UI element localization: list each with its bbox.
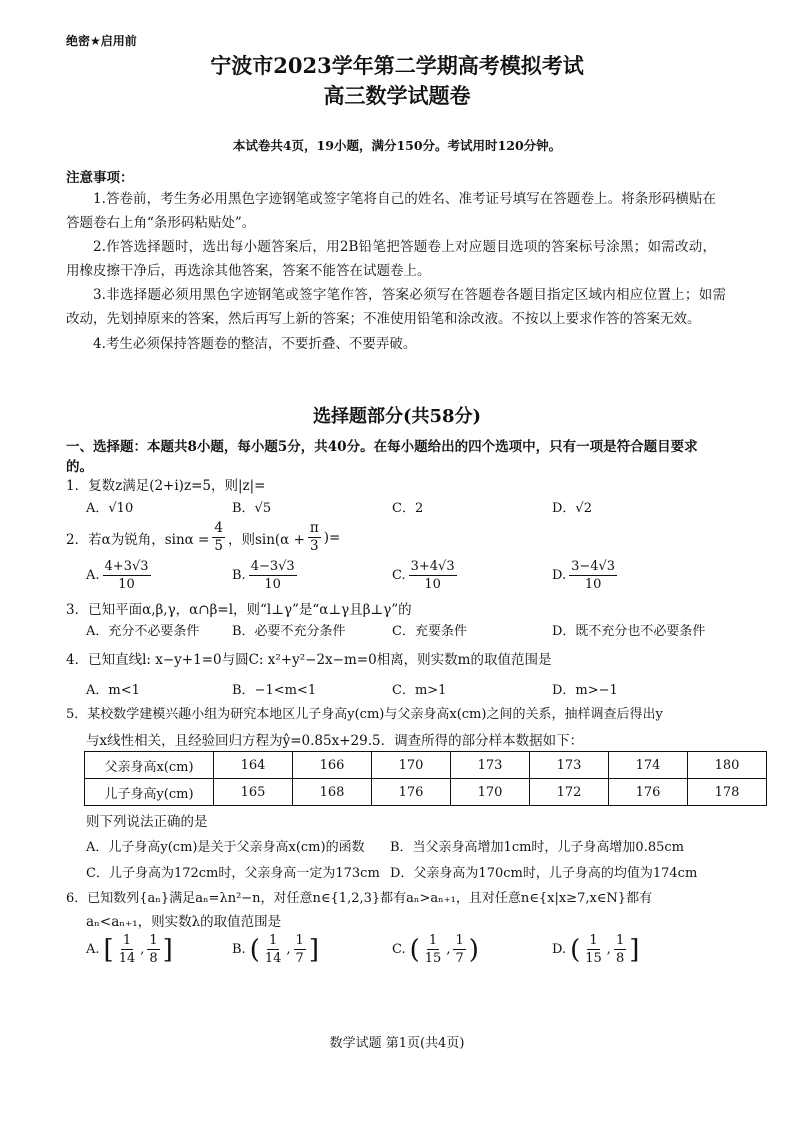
fraction-numerator: 4−3√3 bbox=[250, 559, 295, 574]
fraction-numerator: 3−4√3 bbox=[571, 559, 616, 574]
fraction-denominator: 10 bbox=[424, 577, 441, 592]
interval-open-bracket: [ bbox=[103, 934, 114, 965]
fraction-numerator: 3+4√3 bbox=[410, 559, 455, 574]
q6-option-d: D. ( $\frac{1}{15}$ , $\frac{1}{8}$ ] bbox=[552, 933, 640, 966]
confidential-mark: 绝密★启用前 bbox=[66, 34, 137, 48]
fraction-denominator: 3 bbox=[310, 538, 319, 554]
interval-open-bracket: ( bbox=[409, 934, 420, 965]
question-6-stem-line2: aₙ<aₙ₊₁，则实数λ的取值范围是 bbox=[86, 914, 282, 930]
q2-stem-post: ，则sin(α + bbox=[227, 531, 305, 548]
q1-option-d: D．√2 bbox=[552, 501, 592, 516]
table-row bbox=[85, 752, 767, 779]
fraction-numerator: 1 bbox=[428, 933, 438, 948]
table-cell: 168 bbox=[293, 779, 372, 806]
q5-option-a: A．儿子身高y(cm)是关于父亲身高x(cm)的函数 bbox=[86, 840, 365, 855]
q3-option-a: A．充分不必要条件 bbox=[86, 624, 200, 639]
fraction-numerator: 1 bbox=[455, 933, 464, 948]
option-label: B. bbox=[232, 942, 246, 957]
fraction-denominator: 8 bbox=[149, 951, 158, 966]
q1-option-b: B．√5 bbox=[232, 501, 272, 516]
interval-close-bracket: ] bbox=[162, 934, 173, 965]
table-cell: 180 bbox=[688, 752, 767, 779]
table-cell: 164 bbox=[214, 752, 293, 779]
q2-stem-end: )= bbox=[323, 529, 341, 546]
option-label: C. bbox=[392, 568, 406, 583]
interval-close-bracket: ) bbox=[468, 934, 479, 965]
q2-option-d bbox=[552, 558, 620, 593]
question-3-stem: 3．已知平面α,β,γ，α∩β=l，则“l⊥γ”是“α⊥γ且β⊥γ”的 bbox=[66, 602, 412, 618]
q6-option-c: C. ( $\frac{1}{15}$ , $\frac{1}{7}$ ) bbox=[392, 933, 479, 966]
notice-item: 2.作答选择题时，选出每小题答案后，用2B铅笔把答题卷上对应题目选项的答案标号涂黑；如需改动，用橡皮擦干净后，再选涂其他答案，答案不能答在试题卷上。 bbox=[66, 239, 716, 279]
q5-option-b: B．当父亲身高增加1cm时，儿子身高增加0.85cm bbox=[390, 840, 684, 855]
option-fraction bbox=[569, 558, 617, 593]
interval-lower bbox=[263, 932, 284, 967]
table-row bbox=[85, 779, 767, 806]
option-label: B. bbox=[232, 568, 246, 583]
q4-option-c: C．m>1 bbox=[392, 683, 447, 698]
table-cell: 170 bbox=[372, 752, 451, 779]
table-cell: 170 bbox=[451, 779, 530, 806]
fraction-numerator: 1 bbox=[295, 933, 304, 948]
option-fraction bbox=[249, 558, 297, 593]
option-fraction bbox=[409, 558, 457, 593]
option-label: D. bbox=[552, 942, 567, 957]
notice-item: 4.考生必须保持答题卷的整洁，不要折叠、不要弄破。 bbox=[93, 336, 417, 352]
interval-lower bbox=[583, 932, 604, 967]
interval-open-bracket: ( bbox=[249, 934, 260, 965]
table-cell: 166 bbox=[293, 752, 372, 779]
fraction-denominator: 7 bbox=[295, 951, 304, 966]
interval-open-bracket: ( bbox=[570, 934, 581, 965]
notice-item: 3.非选择题必须用黑色字迹钢笔或签字笔作答，答案必须写在答题卷各题目指定区域内相应位置上；如需改动，先划掉原来的答案，然后再写上新的答案；不准使用铅笔和涂改液。不按以上要求作答的答案无效。 bbox=[66, 287, 726, 327]
question-5-ask: 则下列说法正确的是 bbox=[86, 814, 208, 830]
fraction-numerator: π bbox=[309, 520, 319, 536]
fraction-denominator: 10 bbox=[118, 577, 135, 592]
fraction-denominator: 14 bbox=[118, 951, 136, 966]
interval-upper bbox=[614, 932, 626, 967]
question-1-stem: 1．复数z满足(2+i)z=5，则|z|= bbox=[66, 478, 266, 494]
table-cell: 176 bbox=[372, 779, 451, 806]
q2-option-a bbox=[86, 558, 154, 593]
table-cell: 165 bbox=[214, 779, 293, 806]
fraction-denominator: 5 bbox=[214, 538, 223, 554]
table-cell: 173 bbox=[530, 752, 609, 779]
option-label: C. bbox=[392, 942, 406, 957]
table-cell: 176 bbox=[609, 779, 688, 806]
question-5-stem-line2: 与x线性相关，且经验回归方程为ŷ=0.85x+29.5．调查所得的部分样本数据如下： bbox=[86, 733, 584, 749]
q2-option-b bbox=[232, 558, 300, 593]
interval-lower bbox=[117, 932, 138, 967]
question-2-stem bbox=[66, 520, 340, 555]
exam-title: 宁波市2023学年第二学期高考模拟考试 bbox=[210, 53, 584, 78]
sample-data-table bbox=[84, 751, 767, 806]
option-fraction bbox=[103, 558, 151, 593]
table-row-header: 儿子身高y(cm) bbox=[85, 779, 214, 806]
interval-lower bbox=[423, 932, 444, 967]
q2-fraction bbox=[212, 520, 225, 555]
interval-upper bbox=[294, 932, 306, 967]
fraction-denominator: 7 bbox=[455, 951, 464, 966]
question-4-stem: 4．已知直线l: x−y+1=0与圆C: x²+y²−2x−m=0相离，则实数m的取值范围是 bbox=[66, 652, 552, 668]
fraction-numerator: 1 bbox=[149, 933, 158, 948]
notice-item: 1.答卷前，考生务必用黑色字迹钢笔或签字笔将自己的姓名、准考证号填写在答题卷上。将条形码横贴在答题卷右上角“条形码粘贴处”。 bbox=[66, 191, 716, 231]
table-row-header: 父亲身高x(cm) bbox=[85, 752, 214, 779]
option-label: A. bbox=[86, 568, 100, 583]
option-label: A. bbox=[86, 942, 100, 957]
section-intro: 一、选择题：本题共8小题，每小题5分，共40分。在每小题给出的四个选项中，只有一项是符合题目要求的。 bbox=[66, 439, 698, 475]
fraction-denominator: 14 bbox=[264, 951, 282, 966]
fraction-denominator: 10 bbox=[264, 577, 281, 592]
fraction-numerator: 1 bbox=[615, 933, 625, 948]
table-cell: 178 bbox=[688, 779, 767, 806]
table-cell: 174 bbox=[609, 752, 688, 779]
fraction-denominator: 10 bbox=[584, 577, 602, 592]
q3-option-d: D．既不充分也不必要条件 bbox=[552, 624, 706, 639]
fraction-numerator: 1 bbox=[589, 933, 598, 948]
q6-option-b: B. ( $\frac{1}{14}$ , $\frac{1}{7}$ ] bbox=[232, 933, 319, 966]
fraction-denominator: 15 bbox=[424, 951, 442, 966]
interval-upper bbox=[147, 932, 159, 967]
q1-option-c: C．2 bbox=[392, 501, 424, 516]
q5-option-c: C．儿子身高为172cm时，父亲身高一定为173cm bbox=[86, 866, 380, 881]
table-cell: 172 bbox=[530, 779, 609, 806]
exam-info: 本试卷共4页，19小题，满分150分。考试用时120分钟。 bbox=[232, 138, 562, 153]
q4-option-a: A．m<1 bbox=[86, 683, 140, 698]
q6-option-a: A. [ $\frac{1}{14}$ , $\frac{1}{8}$ ] bbox=[86, 933, 173, 966]
q2-pi-fraction bbox=[308, 520, 321, 555]
fraction-denominator: 15 bbox=[585, 951, 602, 966]
page-footer: 数学试题 第1页(共4页) bbox=[329, 1036, 465, 1051]
interval-close-bracket: ] bbox=[629, 934, 640, 965]
q2-stem-pre: 2．若α为锐角，sinα = bbox=[66, 531, 210, 548]
fraction-denominator: 8 bbox=[615, 951, 625, 966]
fraction-numerator: 4+3√3 bbox=[104, 559, 149, 574]
q5-option-d: D．父亲身高为170cm时，儿子身高的均值为174cm bbox=[390, 866, 698, 881]
notice-heading: 注意事项： bbox=[66, 170, 134, 186]
question-6-stem-line1: 6．已知数列{aₙ}满足aₙ=λn²−n，对任意n∈{1,2,3}都有aₙ>aₙ₊₁，且对任意n∈{x|x≥7,x∈N}都有 bbox=[66, 891, 653, 906]
question-5-stem-line1: 5．某校数学建模兴趣小组为研究本地区儿子身高y(cm)与父亲身高x(cm)之间的关系，抽样调查后得出y bbox=[66, 707, 663, 722]
fraction-numerator: 1 bbox=[268, 933, 278, 948]
interval-close-bracket: ] bbox=[308, 934, 319, 965]
fraction-numerator: 4 bbox=[214, 520, 223, 536]
interval-upper bbox=[453, 932, 465, 967]
q2-option-c bbox=[392, 558, 460, 593]
q4-option-d: D．m>−1 bbox=[552, 683, 618, 698]
q4-option-b: B．−1<m<1 bbox=[232, 683, 317, 698]
exam-subtitle: 高三数学试题卷 bbox=[323, 83, 471, 108]
q3-option-b: B．必要不充分条件 bbox=[232, 624, 346, 639]
q3-option-c: C．充要条件 bbox=[392, 624, 467, 639]
q1-option-a: A．√10 bbox=[86, 501, 134, 516]
fraction-numerator: 1 bbox=[122, 933, 132, 948]
table-cell: 173 bbox=[451, 752, 530, 779]
option-label: D. bbox=[552, 568, 567, 583]
section-title: 选择题部分(共58分) bbox=[312, 406, 482, 427]
